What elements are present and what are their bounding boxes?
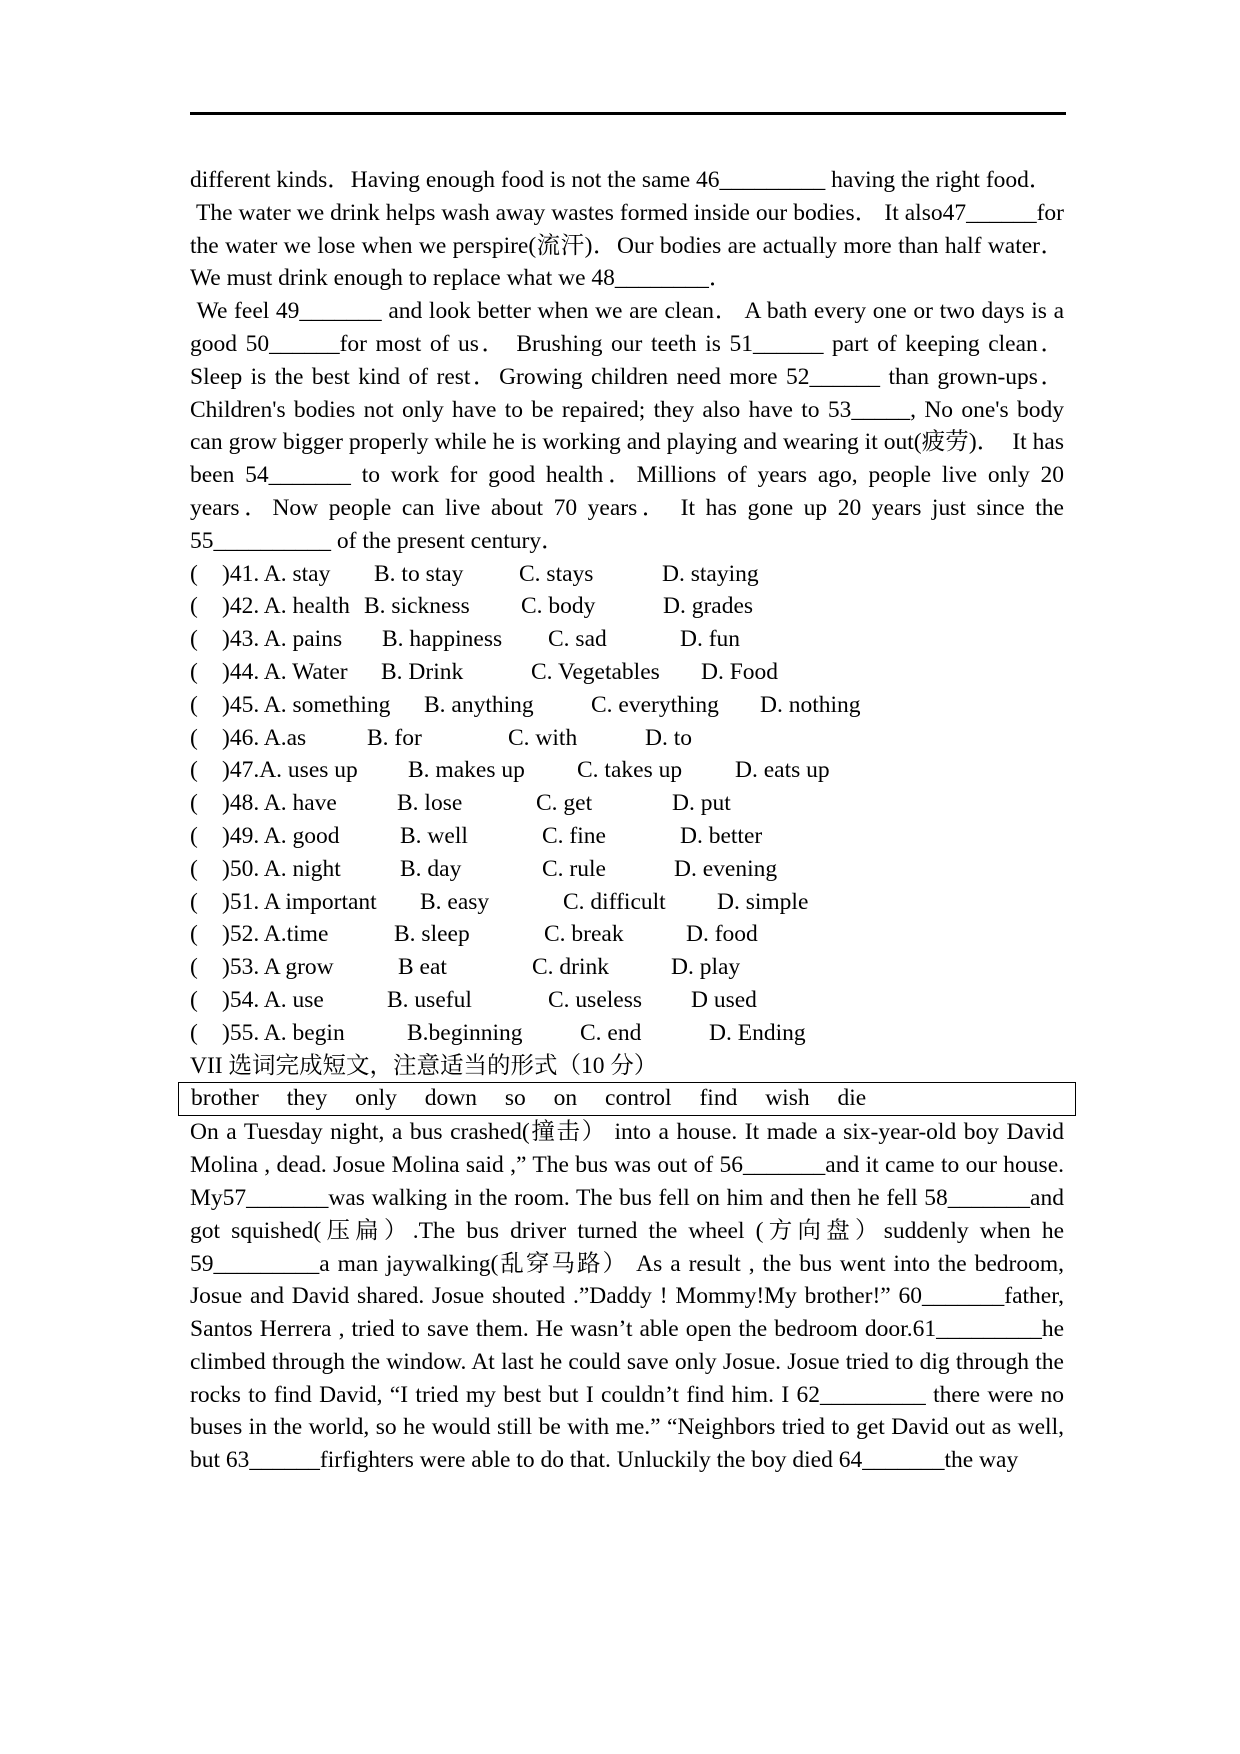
question-row: [190, 590, 1064, 623]
answer-paren: (: [190, 855, 198, 882]
answer-paren: (: [190, 757, 198, 784]
question-option-a: )53. A grow: [222, 954, 334, 981]
question-option-a: )42. A. health: [222, 593, 350, 620]
question-option-d: D. grades: [663, 593, 754, 620]
question-option-a: )55. A. begin: [222, 1019, 345, 1046]
question-row: [190, 951, 1064, 984]
word-bank-item: find: [699, 1085, 738, 1112]
answer-paren: (: [190, 626, 198, 653]
answer-paren: (: [190, 560, 198, 587]
question-row: [190, 787, 1064, 820]
question-option-a: )45. A. something: [222, 691, 391, 718]
question-option-c: C. takes up: [577, 757, 683, 784]
question-option-b: B.beginning: [407, 1019, 523, 1046]
question-option-a: )49. A. good: [222, 822, 340, 849]
question-option-d: D. better: [680, 822, 763, 849]
question-option-b: B. well: [400, 822, 468, 849]
question-option-d: D. put: [672, 790, 731, 817]
question-option-c: C. difficult: [563, 888, 666, 915]
question-option-b: B. makes up: [408, 757, 525, 784]
question-option-c: C. fine: [542, 822, 606, 849]
question-option-c: C. break: [544, 921, 624, 948]
question-option-a: )52. A.time: [222, 921, 329, 948]
question-option-b: B. sickness: [364, 593, 470, 620]
question-option-a: )41. A. stay: [222, 560, 331, 587]
question-row: [190, 820, 1064, 853]
word-bank-item: control: [605, 1085, 672, 1112]
question-option-b: B. lose: [397, 790, 463, 817]
question-option-d: D. evening: [674, 855, 778, 882]
question-option-a: )54. A. use: [222, 986, 324, 1013]
question-option-b: B. for: [367, 724, 422, 751]
question-list: [190, 558, 1064, 1050]
exam-content: [190, 164, 1070, 1477]
question-option-a: )46. A.as: [222, 724, 307, 751]
question-option-b: B. useful: [387, 986, 472, 1013]
passage-paragraph-1: different kinds．Having enough food is not the same 46_________ having the right food．: [190, 167, 1053, 193]
answer-paren: (: [190, 921, 198, 948]
question-option-d: D. Ending: [709, 1019, 806, 1046]
question-option-a: )48. A. have: [222, 790, 337, 817]
question-option-b: B. to stay: [374, 560, 464, 587]
question-option-b: B. easy: [420, 888, 490, 915]
question-option-a: )44. A. Water: [222, 658, 348, 685]
answer-paren: (: [190, 658, 198, 685]
question-option-c: C. drink: [532, 954, 610, 981]
question-option-b: B. happiness: [382, 626, 503, 653]
answer-paren: (: [190, 954, 198, 981]
word-bank-item: only: [355, 1085, 397, 1112]
question-row: [190, 623, 1064, 656]
question-row: [190, 558, 1064, 591]
question-option-d: D. to: [645, 724, 692, 751]
question-row: [190, 853, 1064, 886]
question-option-c: C. sad: [548, 626, 607, 653]
answer-paren: (: [190, 790, 198, 817]
question-option-d: D. eats up: [735, 757, 830, 784]
question-option-d: D. fun: [680, 626, 741, 653]
question-option-c: C. stays: [519, 560, 594, 587]
question-option-b: B eat: [398, 954, 447, 981]
question-row: [190, 886, 1064, 919]
question-option-c: C. everything: [591, 691, 719, 718]
question-option-a: )43. A. pains: [222, 626, 343, 653]
question-option-d: D used: [691, 986, 757, 1013]
word-bank-item: they: [286, 1085, 328, 1112]
question-option-c: C. rule: [542, 855, 606, 882]
question-option-d: D. Food: [701, 658, 779, 685]
answer-paren: (: [190, 822, 198, 849]
section-heading: VII 选词完成短文，注意适当的形式（10 分）: [190, 1052, 658, 1079]
word-bank-item: down: [424, 1085, 477, 1112]
answer-paren: (: [190, 691, 198, 718]
question-row: [190, 722, 1064, 755]
question-row: [190, 689, 1064, 722]
answer-paren: (: [190, 1019, 198, 1046]
question-row: [190, 754, 1064, 787]
question-option-b: B. day: [400, 855, 462, 882]
word-bank-item: on: [553, 1085, 578, 1112]
passage-2-text: On a Tuesday night, a bus crashed(撞击） into a house. It made a six-year-old boy David Molina , dead. Josue Molina said ,” The bus was out of 56_______and it came to our house. My57_______was walking in the room. The bus fell on him and then he fell 58_______and got squished(压扁）.The bus driver turned the wheel (方向盘）suddenly when he 59_________a man jaywalking(乱穿马路） As a result , the bus went into the bedroom, Josue and David shared. Josue shouted .”Daddy ! Mommy!My brother!” 60_______father, Santos Herrera , tried to save them. He wasn’t able open the bedroom door.61_________he climbed through the window. At last he could save only Josue. Josue tried to dig through the rocks to find David, “I tried my best but I couldn’t find him. I 62_________ there were no buses in the world, so he would still be with me.” “Neighbors tried to get David out as well, but 63______firfighters were able to do that. Unluckily the boy died 64_______the way: [190, 1119, 1064, 1474]
question-option-d: D. food: [686, 921, 758, 948]
question-option-a: )47.A. uses up: [222, 757, 358, 784]
question-option-d: D. simple: [717, 888, 809, 915]
question-option-c: C. end: [580, 1019, 642, 1046]
question-option-c: C. get: [536, 790, 593, 817]
word-bank-item: brother: [191, 1085, 259, 1112]
answer-paren: (: [190, 986, 198, 1013]
question-row: [190, 1017, 1064, 1050]
word-bank-item: die: [837, 1085, 867, 1112]
question-option-c: C. Vegetables: [531, 658, 660, 685]
question-row: [190, 656, 1064, 689]
word-bank-item: so: [504, 1085, 526, 1112]
question-option-c: C. body: [521, 593, 596, 620]
answer-paren: (: [190, 593, 198, 620]
question-option-a: )51. A important: [222, 888, 377, 915]
question-option-c: C. with: [508, 724, 578, 751]
question-option-d: D. nothing: [760, 691, 861, 718]
answer-paren: (: [190, 888, 198, 915]
question-option-c: C. useless: [548, 986, 642, 1013]
question-option-d: D. staying: [662, 560, 759, 587]
question-option-b: B. sleep: [394, 921, 470, 948]
question-option-b: B. Drink: [381, 658, 464, 685]
question-option-a: )50. A. night: [222, 855, 341, 882]
passage-paragraph-2: The water we drink helps wash away wastes formed inside our bodies． It also47______for the water we lose when we perspire(流汗)．Our bodies are actually more than half water．We must drink enough to replace what we 48________．: [190, 199, 1070, 292]
answer-paren: (: [190, 724, 198, 751]
question-option-b: B. anything: [424, 691, 534, 718]
question-option-d: D. play: [671, 954, 741, 981]
passage-paragraph-3: We feel 49_______ and look better when we are clean． A bath every one or two days is a good 50______for most of us． Brushing our teeth is 51______ part of keeping clean．Sleep is the best kind of rest．Growing children need more 52______ than grown-ups． Children's bodies not only have to be repaired; they also have to 53_____, No one's body can grow bigger properly while he is working and playing and wearing it out(疲劳)． It has been 54_______ to work for good health．Millions of years ago, people live only 20 years．Now people can live about 70 years． It has gone up 20 years just since the 55__________ of the present century．: [190, 298, 1070, 554]
header-rule: [190, 112, 1066, 115]
word-bank-item: wish: [765, 1085, 810, 1112]
word-bank-box: [178, 1082, 1076, 1116]
question-row: [190, 918, 1064, 951]
question-row: [190, 984, 1064, 1017]
